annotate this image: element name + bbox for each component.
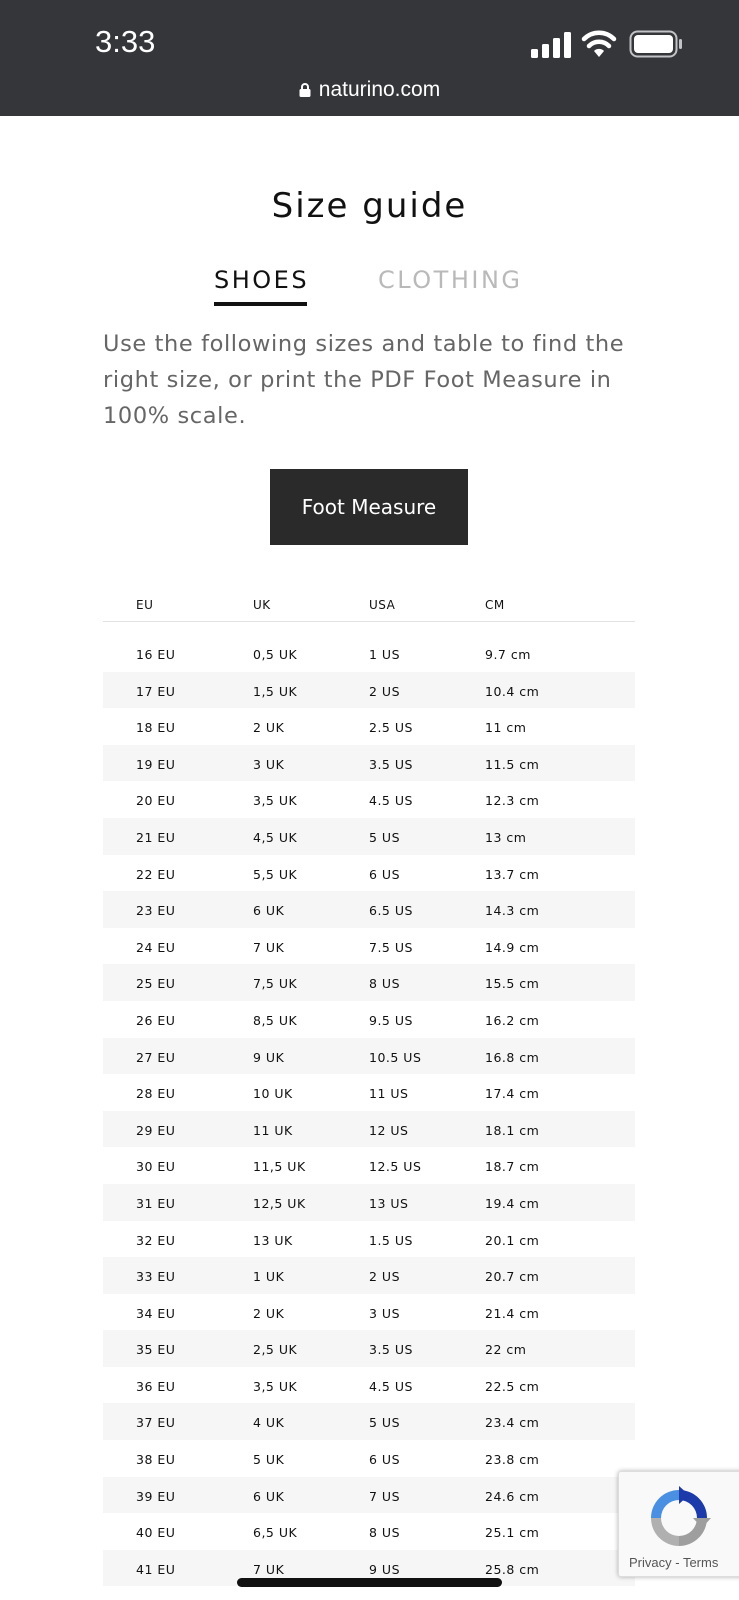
cell-cm: 20.1 cm (485, 1232, 540, 1248)
cell-eu: 34 EU (136, 1305, 176, 1321)
table-row (103, 745, 635, 782)
cell-uk: 7 UK (253, 1561, 285, 1577)
cell-uk: 6 UK (253, 1488, 285, 1504)
cell-uk: 5,5 UK (253, 866, 298, 882)
page-title: Size guide (271, 186, 468, 226)
table-row (103, 1184, 635, 1221)
cell-uk: 10 UK (253, 1086, 293, 1102)
cell-cm: 24.6 cm (485, 1488, 540, 1504)
cell-cm: 13.7 cm (485, 866, 540, 882)
table-row (103, 1513, 635, 1550)
cell-cm: 13 cm (485, 829, 527, 845)
cell-uk: 3,5 UK (253, 1378, 298, 1394)
cell-uk: 5 UK (253, 1452, 285, 1468)
header-usa: USA (369, 598, 396, 612)
cell-cm: 10.4 cm (485, 683, 540, 699)
table-header (103, 590, 635, 622)
status-bar (0, 0, 739, 116)
table-row (103, 1403, 635, 1440)
table-row (103, 1001, 635, 1038)
cell-eu: 40 EU (136, 1525, 176, 1541)
size-table (103, 590, 635, 1586)
cell-uk: 1 UK (253, 1269, 285, 1285)
header-cm: CM (485, 598, 505, 612)
cell-eu: 41 EU (136, 1561, 176, 1577)
cell-uk: 8,5 UK (253, 1012, 298, 1028)
cell-cm: 17.4 cm (485, 1086, 540, 1102)
cell-cm: 18.7 cm (485, 1159, 540, 1175)
cell-eu: 31 EU (136, 1195, 176, 1211)
cell-uk: 13 UK (253, 1232, 293, 1248)
cell-usa: 9 US (369, 1561, 401, 1577)
recaptcha-privacy-link[interactable]: Privacy (629, 1555, 672, 1570)
cell-eu: 36 EU (136, 1378, 176, 1394)
cell-cm: 20.7 cm (485, 1269, 540, 1285)
cell-eu: 21 EU (136, 829, 176, 845)
cell-usa: 10.5 US (369, 1049, 422, 1065)
cell-eu: 25 EU (136, 976, 176, 992)
cell-usa: 6 US (369, 1452, 401, 1468)
table-row (103, 1147, 635, 1184)
recaptcha-separator: - (671, 1555, 683, 1570)
table-row (103, 1074, 635, 1111)
cell-usa: 1.5 US (369, 1232, 413, 1248)
cell-usa: 7 US (369, 1488, 401, 1504)
header-eu: EU (136, 598, 154, 612)
cell-eu: 16 EU (136, 647, 176, 662)
table-row (103, 708, 635, 745)
cell-usa: 8 US (369, 976, 401, 992)
cell-usa: 9.5 US (369, 1012, 413, 1028)
table-row (103, 855, 635, 892)
cell-eu: 20 EU (136, 793, 176, 809)
cell-usa: 8 US (369, 1525, 401, 1541)
tab-shoes[interactable]: SHOES (214, 266, 310, 294)
cell-cm: 16.8 cm (485, 1049, 540, 1065)
cell-usa: 4.5 US (369, 1378, 413, 1394)
table-row (103, 1221, 635, 1258)
cell-cm: 25.8 cm (485, 1561, 540, 1577)
cell-eu: 23 EU (136, 903, 176, 919)
cell-eu: 30 EU (136, 1159, 176, 1175)
cell-cm: 18.1 cm (485, 1122, 540, 1138)
cell-eu: 24 EU (136, 939, 176, 955)
cell-usa: 5 US (369, 829, 401, 845)
cell-cm: 11 cm (485, 720, 527, 736)
table-body (103, 622, 635, 1586)
cell-uk: 12,5 UK (253, 1195, 306, 1211)
cell-cm: 22 cm (485, 1342, 527, 1358)
cell-eu: 28 EU (136, 1086, 176, 1102)
cell-usa: 13 US (369, 1195, 409, 1211)
lock-icon (299, 83, 311, 97)
cell-eu: 33 EU (136, 1269, 176, 1285)
cell-usa: 4.5 US (369, 793, 413, 809)
cell-usa: 1 US (369, 647, 401, 662)
cell-uk: 6,5 UK (253, 1525, 298, 1541)
url-text: naturino.com (318, 78, 441, 101)
cell-uk: 2,5 UK (253, 1342, 298, 1358)
table-row (103, 818, 635, 855)
cell-uk: 1,5 UK (253, 683, 298, 699)
cell-cm: 12.3 cm (485, 793, 540, 809)
foot-measure-button[interactable]: Foot Measure (270, 469, 468, 545)
battery-icon (629, 30, 683, 58)
address-bar[interactable] (0, 78, 739, 102)
cell-usa: 5 US (369, 1415, 401, 1431)
cell-eu: 18 EU (136, 720, 176, 736)
header-uk: UK (253, 598, 271, 612)
cell-usa: 12.5 US (369, 1159, 422, 1175)
cell-uk: 9 UK (253, 1049, 285, 1065)
table-row (103, 635, 635, 672)
cell-eu: 27 EU (136, 1049, 176, 1065)
cell-usa: 3 US (369, 1305, 401, 1321)
recaptcha-icon (645, 1484, 713, 1552)
table-row (103, 1038, 635, 1075)
signal-icon (531, 32, 571, 58)
cell-usa: 12 US (369, 1122, 409, 1138)
cell-cm: 11.5 cm (485, 756, 540, 772)
cell-uk: 0,5 UK (253, 647, 298, 662)
recaptcha-terms-link[interactable]: Terms (682, 1555, 719, 1570)
status-time: 3:33 (95, 24, 156, 59)
cell-eu: 39 EU (136, 1488, 176, 1504)
cell-usa: 3.5 US (369, 756, 413, 772)
cell-cm: 14.9 cm (485, 939, 540, 955)
table-row (103, 781, 635, 818)
cell-uk: 4 UK (253, 1415, 285, 1431)
cell-cm: 22.5 cm (485, 1378, 540, 1394)
home-indicator[interactable] (237, 1578, 502, 1587)
cell-cm: 16.2 cm (485, 1012, 540, 1028)
active-tab-indicator (214, 302, 307, 306)
table-row (103, 1257, 635, 1294)
wifi-icon (581, 30, 617, 58)
table-row (103, 1111, 635, 1148)
cell-uk: 3,5 UK (253, 793, 298, 809)
cell-uk: 11 UK (253, 1122, 293, 1138)
cell-cm: 19.4 cm (485, 1195, 540, 1211)
cell-uk: 2 UK (253, 720, 285, 736)
cell-usa: 2 US (369, 1269, 401, 1285)
cell-usa: 7.5 US (369, 939, 413, 955)
recaptcha-links (629, 1555, 718, 1570)
cell-eu: 22 EU (136, 866, 176, 882)
cell-eu: 35 EU (136, 1342, 176, 1358)
cell-eu: 19 EU (136, 756, 176, 772)
cell-eu: 37 EU (136, 1415, 176, 1431)
table-row (103, 891, 635, 928)
cell-usa: 6.5 US (369, 903, 413, 919)
table-row (103, 672, 635, 709)
table-row (103, 1477, 635, 1514)
cell-uk: 3 UK (253, 756, 285, 772)
cell-uk: 11,5 UK (253, 1159, 306, 1175)
cell-uk: 4,5 UK (253, 829, 298, 845)
cell-cm: 14.3 cm (485, 903, 540, 919)
cell-cm: 25.1 cm (485, 1525, 540, 1541)
cell-uk: 2 UK (253, 1305, 285, 1321)
cell-usa: 3.5 US (369, 1342, 413, 1358)
cell-uk: 7,5 UK (253, 976, 298, 992)
table-row (103, 964, 635, 1001)
cell-usa: 6 US (369, 866, 401, 882)
table-row (103, 1330, 635, 1367)
table-row (103, 928, 635, 965)
recaptcha-badge[interactable] (618, 1471, 739, 1577)
table-row (103, 1440, 635, 1477)
tab-clothing[interactable]: CLOTHING (378, 266, 523, 294)
table-row (103, 1294, 635, 1331)
cell-uk: 6 UK (253, 903, 285, 919)
cell-eu: 17 EU (136, 683, 176, 699)
cell-cm: 9.7 cm (485, 647, 531, 662)
cell-cm: 23.8 cm (485, 1452, 540, 1468)
cell-usa: 2.5 US (369, 720, 413, 736)
cell-cm: 15.5 cm (485, 976, 540, 992)
intro-text: Use the following sizes and table to find the right size, or print the PDF Foot Measure in 100% scale. (103, 331, 625, 429)
cell-cm: 23.4 cm (485, 1415, 540, 1431)
cell-eu: 29 EU (136, 1122, 176, 1138)
cell-cm: 21.4 cm (485, 1305, 540, 1321)
cell-usa: 11 US (369, 1086, 409, 1102)
cell-eu: 38 EU (136, 1452, 176, 1468)
table-row (103, 1367, 635, 1404)
cell-eu: 26 EU (136, 1012, 176, 1028)
cell-eu: 32 EU (136, 1232, 176, 1248)
cell-uk: 7 UK (253, 939, 285, 955)
cell-usa: 2 US (369, 683, 401, 699)
